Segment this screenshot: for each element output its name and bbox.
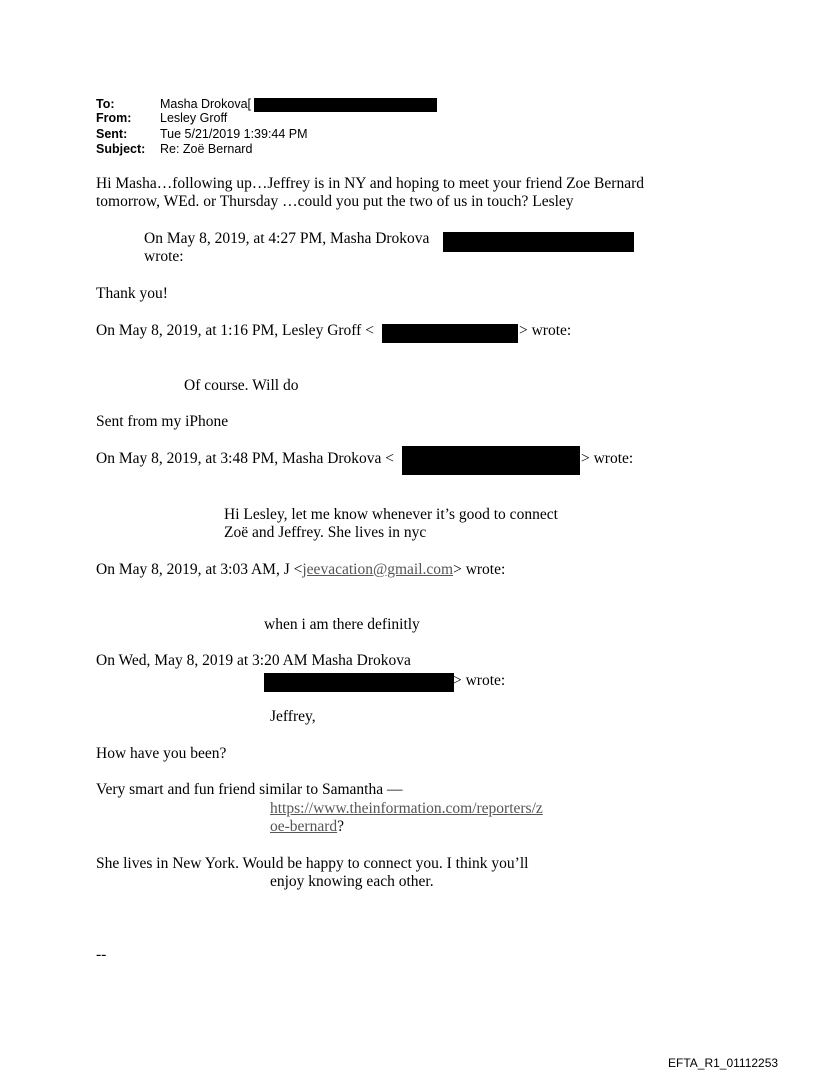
body-line: Hi Lesley, let me know whenever it’s good to connect <box>224 506 558 523</box>
quote-suffix: > wrote: <box>453 561 506 578</box>
body-line: when i am there definitly <box>264 616 420 633</box>
subject-value: Re: Zoë Bernard <box>160 142 253 156</box>
quote-header: > wrote: <box>519 322 572 339</box>
article-link-cont[interactable]: oe-bernard <box>270 818 338 835</box>
body-line: Hi Masha…following up…Jeffrey is in NY and hoping to meet your friend Zoe Bernard <box>96 175 644 192</box>
body-line: Jeffrey, <box>270 708 316 725</box>
document-id: EFTA_R1_01112253 <box>668 1056 779 1070</box>
signature-separator: -- <box>96 946 107 963</box>
body-line: Sent from my iPhone <box>96 413 229 430</box>
quote-header: wrote: <box>144 248 184 265</box>
sent-label: Sent: <box>96 127 128 141</box>
email-link[interactable]: jeevacation@gmail.com <box>302 561 454 578</box>
body-line: enjoy knowing each other. <box>270 873 434 890</box>
redaction-q1 <box>443 232 634 252</box>
link-question: ? <box>337 818 345 835</box>
subject-label: Subject: <box>96 142 146 156</box>
body-line: How have you been? <box>96 745 227 762</box>
redaction-q2 <box>382 324 518 343</box>
redaction-q3 <box>402 446 580 475</box>
body-line: Very smart and fun friend similar to Samantha — <box>96 781 403 798</box>
body-line: Thank you! <box>96 285 168 302</box>
body-line: tomorrow, WEd. or Thursday …could you put the two of us in touch? Lesley <box>96 193 574 210</box>
redaction-q5 <box>264 673 454 692</box>
link-line <box>270 800 543 818</box>
from-value: Lesley Groff <box>160 111 228 125</box>
article-link[interactable]: https://www.theinformation.com/reporters/z <box>270 800 543 817</box>
from-label: From: <box>96 111 132 125</box>
quote-header: > wrote: <box>581 450 634 467</box>
link-line <box>270 818 344 836</box>
body-line: Zoë and Jeffrey. She lives in nyc <box>224 524 427 541</box>
to-value: Masha Drokova[ <box>160 97 252 111</box>
body-line: She lives in New York. Would be happy to connect you. I think you’ll <box>96 855 529 872</box>
quote-header: On May 8, 2019, at 3:48 PM, Masha Drokova < <box>96 450 395 467</box>
quote-header: On May 8, 2019, at 1:16 PM, Lesley Groff < <box>96 322 374 339</box>
redaction-to <box>254 98 437 112</box>
body-line: Of course. Will do <box>184 377 299 394</box>
quote-prefix: On May 8, 2019, at 3:03 AM, J < <box>96 561 303 578</box>
quote-header: > wrote: <box>453 672 506 689</box>
quote-header <box>96 561 505 579</box>
quote-header: On Wed, May 8, 2019 at 3:20 AM Masha Drokova <box>96 652 411 669</box>
quote-header: On May 8, 2019, at 4:27 PM, Masha Drokova <box>144 230 430 247</box>
sent-value: Tue 5/21/2019 1:39:44 PM <box>160 127 308 141</box>
to-label: To: <box>96 97 115 111</box>
